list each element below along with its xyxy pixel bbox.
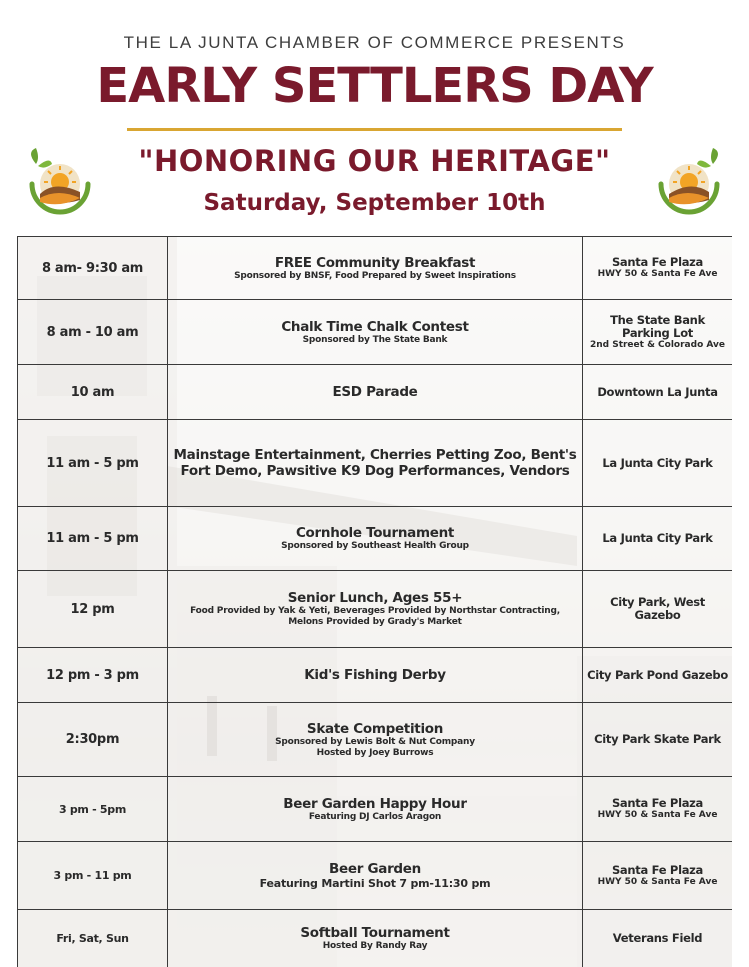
table-row bbox=[18, 507, 733, 571]
row-event bbox=[168, 842, 583, 910]
row-location bbox=[583, 300, 733, 365]
row-location bbox=[583, 910, 733, 967]
table-row bbox=[18, 300, 733, 365]
row-event bbox=[168, 777, 583, 842]
row-location bbox=[583, 777, 733, 842]
table-row bbox=[18, 420, 733, 507]
table-row bbox=[18, 365, 733, 420]
row-event bbox=[168, 703, 583, 777]
row-time: 2:30pm bbox=[18, 703, 168, 777]
row-location bbox=[583, 365, 733, 420]
event-name: Mainstage Entertainment, Cherries Petting Zoo, Bent's Fort Demo, Pawsitive K9 Dog Performances, Vendors bbox=[173, 447, 577, 479]
event-note: Sponsored by Lewis Bolt & Nut Company bbox=[275, 736, 475, 747]
table-row bbox=[18, 842, 733, 910]
gold-divider bbox=[127, 128, 622, 131]
table-row bbox=[18, 648, 733, 703]
event-name: Beer Garden bbox=[329, 860, 421, 877]
row-time: Fri, Sat, Sun bbox=[18, 910, 168, 967]
event-name: Skate Competition bbox=[306, 720, 444, 737]
event-note: Sponsored by BNSF, Food Prepared by Sweet Inspirations bbox=[234, 270, 516, 281]
event-name: Kid's Fishing Derby bbox=[304, 667, 446, 683]
table-row bbox=[18, 910, 733, 967]
event-date: Saturday, September 10th bbox=[203, 190, 546, 216]
location-name: City Park Skate Park bbox=[594, 732, 721, 746]
location-address: HWY 50 & Santa Fe Ave bbox=[597, 269, 718, 279]
event-name: Senior Lunch, Ages 55+ bbox=[287, 590, 463, 606]
event-name: Softball Tournament bbox=[300, 925, 450, 941]
location-name: La Junta City Park bbox=[602, 455, 713, 470]
event-host: Hosted by Joey Burrows bbox=[316, 747, 434, 758]
row-location bbox=[583, 703, 733, 777]
location-name: La Junta City Park bbox=[602, 531, 713, 545]
row-event bbox=[168, 237, 583, 300]
location-address: HWY 50 & Santa Fe Ave bbox=[597, 810, 718, 820]
event-note: Featuring Martini Shot 7 pm-11:30 pm bbox=[259, 876, 491, 890]
row-time: 10 am bbox=[18, 365, 168, 420]
event-name: ESD Parade bbox=[332, 384, 418, 400]
location-address: HWY 50 & Santa Fe Ave bbox=[597, 876, 718, 887]
row-time: 11 am - 5 pm bbox=[18, 420, 168, 507]
location-name: The State Bank Parking Lot bbox=[610, 312, 705, 340]
row-time: 11 am - 5 pm bbox=[18, 507, 168, 571]
location-name: Santa Fe Plaza bbox=[611, 255, 704, 269]
location-name: Veterans Field bbox=[612, 931, 703, 945]
row-time: 8 am - 10 am bbox=[18, 300, 168, 365]
row-event bbox=[168, 507, 583, 571]
row-time: 3 pm - 5pm bbox=[18, 777, 168, 842]
event-title: EARLY SETTLERS DAY bbox=[96, 58, 653, 114]
location-name: Santa Fe Plaza bbox=[611, 796, 704, 810]
sun-over-hills-logo-icon bbox=[651, 144, 727, 220]
flyer-header bbox=[0, 0, 749, 236]
table-row bbox=[18, 571, 733, 648]
location-name: City Park Pond Gazebo bbox=[587, 667, 728, 682]
row-time: 12 pm - 3 pm bbox=[18, 648, 168, 703]
event-name: Cornhole Tournament bbox=[295, 525, 455, 541]
location-name: City Park, West Gazebo bbox=[610, 595, 705, 622]
row-event bbox=[168, 365, 583, 420]
event-name: Beer Garden Happy Hour bbox=[283, 795, 467, 812]
row-event bbox=[168, 648, 583, 703]
table-row bbox=[18, 777, 733, 842]
row-time: 12 pm bbox=[18, 571, 168, 648]
row-event bbox=[168, 910, 583, 967]
table-row bbox=[18, 703, 733, 777]
event-name: FREE Community Breakfast bbox=[274, 254, 476, 271]
row-location bbox=[583, 842, 733, 910]
row-location bbox=[583, 507, 733, 571]
event-note: Sponsored by The State Bank bbox=[302, 334, 448, 345]
location-address: 2nd Street & Colorado Ave bbox=[589, 339, 726, 350]
row-location bbox=[583, 571, 733, 648]
presenter-line: THE LA JUNTA CHAMBER OF COMMERCE PRESENTS bbox=[123, 33, 626, 52]
row-location bbox=[583, 420, 733, 507]
event-note: Hosted By Randy Ray bbox=[322, 941, 428, 951]
schedule-panel bbox=[17, 236, 732, 967]
event-note: Featuring DJ Carlos Aragon bbox=[308, 811, 442, 822]
row-event bbox=[168, 300, 583, 365]
table-row bbox=[18, 237, 733, 300]
schedule-table bbox=[17, 236, 732, 967]
event-note: Sponsored by Southeast Health Group bbox=[281, 541, 469, 551]
event-note: Food Provided by Yak & Yeti, Beverages Provided by Northstar Contracting, Melons Provided by Grady's Market bbox=[190, 606, 560, 627]
event-name: Chalk Time Chalk Contest bbox=[281, 318, 469, 335]
row-event bbox=[168, 571, 583, 648]
row-time: 3 pm - 11 pm bbox=[18, 842, 168, 910]
location-name: Downtown La Junta bbox=[597, 384, 718, 399]
location-name: Santa Fe Plaza bbox=[611, 862, 704, 877]
event-theme: "HONORING OUR HERITAGE" bbox=[138, 144, 611, 178]
row-location bbox=[583, 648, 733, 703]
row-event bbox=[168, 420, 583, 507]
row-location bbox=[583, 237, 733, 300]
row-time: 8 am- 9:30 am bbox=[18, 237, 168, 300]
